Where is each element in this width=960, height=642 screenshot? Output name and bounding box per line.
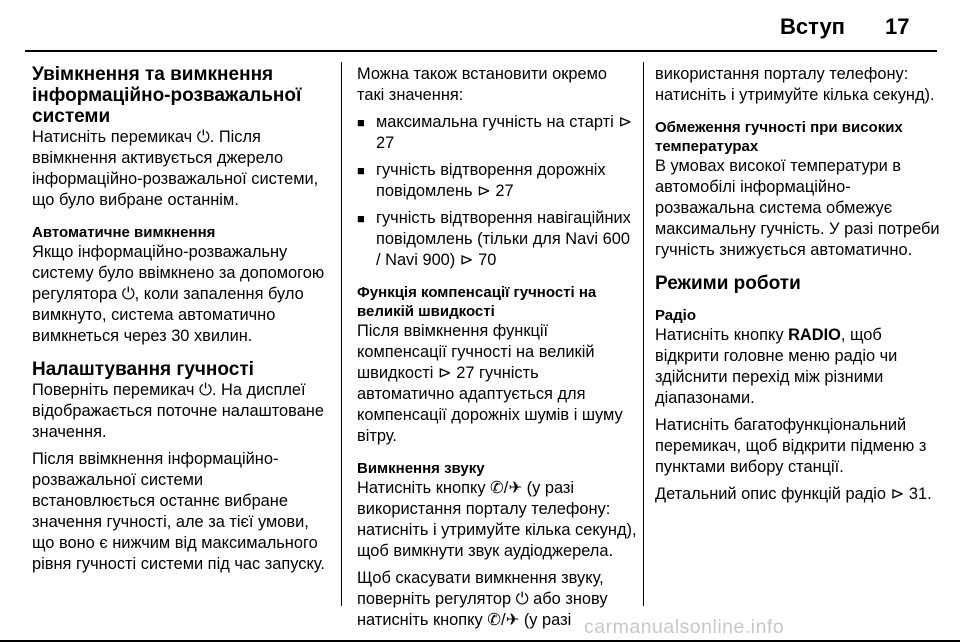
list-item: ■ гучність відтворення дорожніх повідомлень ⊳ 27 [357,160,637,202]
paragraph: Після ввімкнення інформаційно-розважальної системи встановлюється останнє вибране значення гучності, але за тієї умови, що воно є нижчим від максимального рівня гучності системи під час запуску. [32,450,325,573]
list-item: ■ гучність відтворення навігаційних повідомлень (тільки для Navi 600 / Navi 900) ⊳ 70 [357,208,637,271]
subheading-auto-off: Автоматичне вимкнення [32,224,216,241]
radio-button-label: RADIO [788,326,841,344]
page-number: 17 [885,14,910,39]
column-middle [357,64,637,631]
paragraph: використання порталу телефону: натисніть і утримуйте кілька секунд). [655,65,935,104]
paragraph [655,325,950,409]
section-heading-modes: Режими роботи [655,273,801,294]
column-right [655,64,950,505]
section-heading-power: Увімкнення та вимкнення інформаційно-розважальної системи [32,64,302,127]
list-item: ■ максимальна гучність на старті ⊳ 27 [357,112,637,154]
subheading-speed-compensation: Функція компенсації гучності на великій швидкості [357,284,597,320]
paragraph: Можна також встановити окремо такі значення: [357,65,608,104]
subheading-radio: Радіо [655,307,697,324]
watermark-text: carmanualsonline.info [584,616,785,638]
text: Натисніть кнопку [655,326,789,344]
subheading-mute: Вимкнення звуку [357,460,485,477]
bullet-list [357,112,637,271]
paragraph: Детальний опис функцій радіо ⊳ 31. [655,485,932,503]
header-rule [25,50,937,52]
paragraph: Натисніть кнопку ✆/✈ (у разі використання порталу телефону: натисніть і утримуйте кілька секунд), щоб вимкнути звук аудіоджерела. [357,479,637,560]
paragraph: Якщо інформаційно-розважальну систему було ввімкнено за допомогою регулятора ⏻, коли запалення було вимкнуто, система автоматично вимкнеться через 30 хвилин. [32,243,325,345]
subheading-temperature-limit: Обмеження гучності при високих температурах [655,119,903,155]
column-divider [643,62,644,606]
paragraph: Натисніть багатофункціональний перемикач, щоб відкрити підменю з пунктами вибору станції. [655,416,927,476]
section-heading-volume: Налаштування гучності [32,359,254,380]
column-left [32,64,328,575]
text: , щоб відкрити головне меню радіо чи здійснити перехід між різними діапазонами. [655,326,898,407]
paragraph: Після ввімкнення функції компенсації гучності на великій швидкості ⊳ 27 гучність автоматично адаптується для компенсації дорожніх шумів і шуму вітру. [357,322,623,445]
column-divider [341,62,342,606]
page-header-title: Вступ [780,14,845,39]
paragraph: Щоб скасувати вимкнення звуку, поверніть регулятор ⏻ або знову натисніть кнопку ✆/✈ (у разі [357,569,608,629]
paragraph: В умовах високої температури в автомобілі інформаційно-розважальна система обмежує максимальну гучність. У разі потреби гучність знижується автоматично. [655,157,940,259]
paragraph: Поверніть перемикач ⏻. На дисплеї відображається поточне налаштоване значення. [32,381,324,441]
paragraph: Натисніть перемикач ⏻. Після ввімкнення активується джерело інформаційно-розважальної системи, що було вибране останнім. [32,128,319,209]
